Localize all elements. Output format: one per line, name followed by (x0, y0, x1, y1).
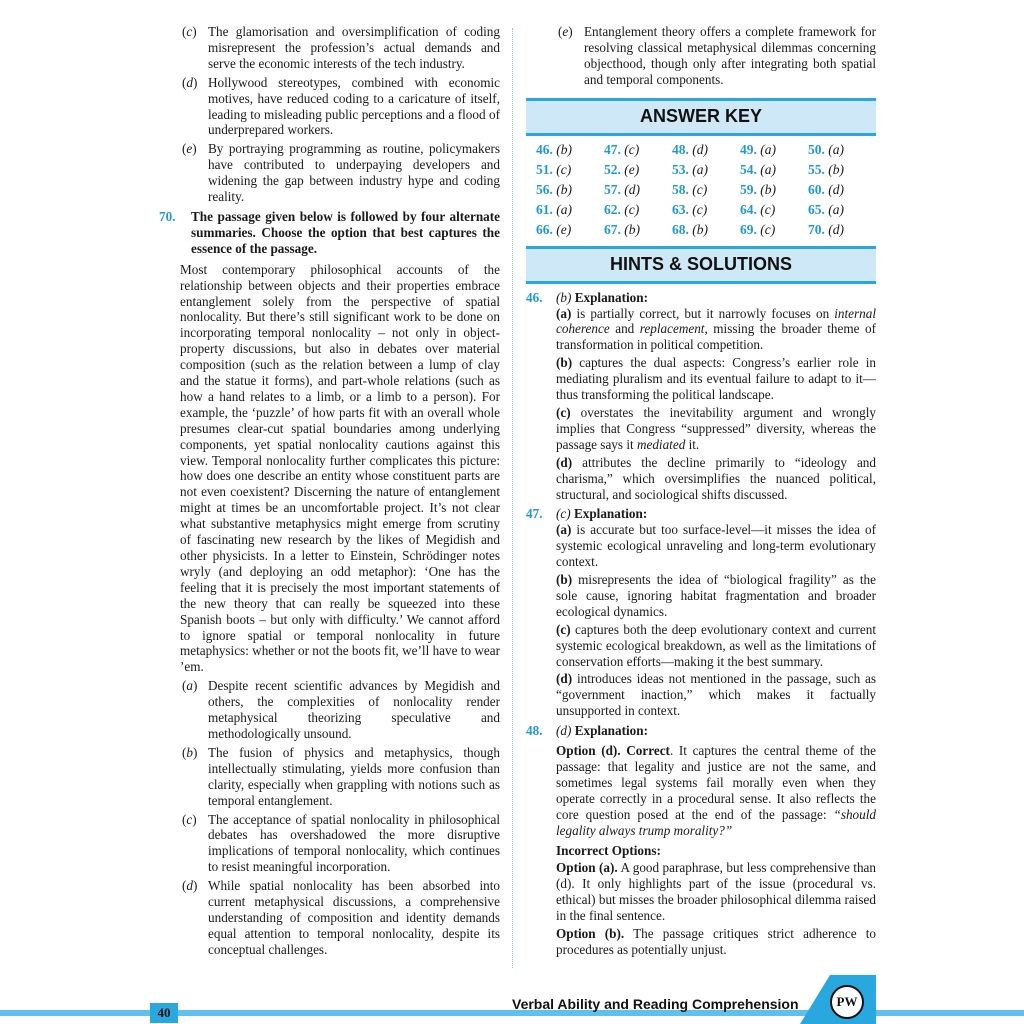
answer-key-item (604, 142, 672, 158)
answer-key-answer: (c) (556, 161, 572, 177)
answer-key-answer: (b) (760, 181, 776, 197)
answer-key-number: 46. (536, 141, 553, 157)
footer-title: Verbal Ability and Reading Comprehension (512, 996, 799, 1012)
answer-key-answer: (b) (692, 221, 708, 237)
answer-key-number: 66. (536, 221, 553, 237)
answer-key-answer: (c) (624, 141, 640, 157)
answer-key-answer: (b) (556, 141, 572, 157)
answer-key-answer: (c) (760, 201, 776, 217)
option-text: The fusion of physics and metaphysics, though intellectually stimulating, yields more confusion than clarity, especially when grappling with notions such as temporal entanglement. (208, 744, 500, 808)
answer-key-item (740, 162, 808, 178)
option-d: (d) Hollywood stereotypes, combined with economic motives, have reduced coding to a caricature of itself, leading to misleading public perceptions and a flood of underprepared workers. (182, 74, 500, 138)
solution-46-b: (b) captures the dual aspects: Congress’s earlier role in mediating pluralism and its eventual failure to adapt to it—thus transforming the political landscape. (556, 355, 876, 403)
solution-46-d: (d) attributes the decline primarily to “ideology and charisma,” which oversimplifies the nuanced political, structural, and sociological shifts discussed. (556, 454, 876, 502)
answer-key-item (740, 222, 808, 238)
option-text: Entanglement theory offers a complete framework for resolving classical metaphysical dilemmas concerning objecthood, though only after integrating both spatial and temporal components. (584, 24, 876, 87)
answer-key-item (672, 182, 740, 198)
solution-47-d: (d) introduces ideas not mentioned in the passage, such as “government inaction,” which makes it factually unsupported in context. (556, 671, 876, 719)
answer-key-number: 52. (604, 161, 621, 177)
answer-key-answer: (c) (760, 221, 776, 237)
option-text: Despite recent scientific advances by Megidish and others, the complexities of nonlocality render metaphysical theorizing speculative and methodologically unsound. (208, 678, 500, 741)
answer-key-number: 55. (808, 161, 825, 177)
answer-key-item (740, 202, 808, 218)
answer-key-number: 61. (536, 201, 553, 217)
answer-key-answer: (a) (828, 141, 844, 157)
answer-key-number: 65. (808, 201, 825, 217)
incorrect-options-heading: Incorrect Options: (556, 842, 661, 858)
solution-number: 47. (526, 506, 543, 522)
answer-key-item (604, 162, 672, 178)
answer-key-item (740, 142, 808, 158)
answer-key-item (672, 162, 740, 178)
answer-key-number: 59. (740, 181, 757, 197)
option-e: (e) By portraying programming as routine, policymakers have contributed to underpaying developers and widening the gap between industry hype and coding reality. (182, 141, 500, 205)
answer-key-item (536, 182, 604, 198)
solution-47-b: (b) misrepresents the idea of “biological fragility” as the sole cause, ignoring habitat fragmentation and broader ecological dynamics. (556, 572, 876, 619)
solution-number: 46. (526, 289, 543, 305)
answer-key-answer: (a) (556, 201, 572, 217)
answer-key-number: 47. (604, 141, 621, 157)
answer-key-number: 48. (672, 141, 689, 157)
answer-key-number: 56. (536, 181, 553, 197)
option-text: While spatial nonlocality has been absorbed into current metaphysical discussions, a comprehensive understanding of composition and identity demands equal attention to temporal nonlocality, despite its conceptual challenges. (208, 878, 500, 957)
answer-key-number: 49. (740, 141, 757, 157)
answer-key-answer: (b) (624, 221, 640, 237)
solution-46: 46. (b) Explanation: (526, 289, 648, 305)
answer-key-item (808, 162, 876, 178)
answer-key-answer: (a) (760, 141, 776, 157)
option-text: The glamorisation and oversimplification of coding misrepresent the profession’s actual demands and serve the economic interests of the tech industry. (208, 24, 500, 71)
solution-48-option-d: Option (d). Correct. It captures the central theme of the passage: that legality and justice are not the same, and sometimes legal systems fail morally even when they operate correctly in a procedural sense. It also reflects the core question posed at the end of the passage: “should legality always trump morality?” (556, 743, 876, 838)
solution-47-c: (c) captures both the deep evolutionary context and current systemic ecological breakdown, as well as the limitations of conservation efforts—making it the best summary. (556, 621, 876, 669)
answer-key-item (808, 202, 876, 218)
answer-key-answer: (e) (624, 161, 640, 177)
answer-key-number: 64. (740, 201, 757, 217)
solution-47-a: (a) is accurate but too surface-level—it misses the idea of systemic ecological unraveling and long-term evolutionary context. (556, 522, 876, 570)
left-column (148, 24, 500, 961)
summary-option-c: (c) The acceptance of spatial nonlocality in philosophical debates has overshadowed the more disruptive implications of temporal nonlocality, which continues to resist meaningful incorporation. (182, 811, 500, 875)
option-text: Hollywood stereotypes, combined with economic motives, have reduced coding to a caricature of itself, leading to misleading public perceptions and a flood of underprepared workers. (208, 74, 500, 138)
answer-key-answer: (b) (556, 181, 572, 197)
footer-accent-triangle (800, 975, 830, 1024)
answer-key-number: 67. (604, 221, 621, 237)
summary-option-b: (b) The fusion of physics and metaphysics, though intellectually stimulating, yields more confusion than clarity, especially when grappling with notions such as temporal entanglement. (182, 744, 500, 808)
answer-key-answer: (d) (828, 221, 844, 237)
answer-key-number: 51. (536, 161, 553, 177)
answer-key-grid (526, 142, 876, 238)
solution-46-a: (a) is partially correct, but it narrowly focuses on internal coherence and replacement, missing the broader theme of transformation in political competition. (556, 305, 876, 353)
option-text: By portraying programming as routine, policymakers have contributed to underpaying developers and widening the gap between industry hype and coding reality. (208, 141, 500, 205)
answer-key-answer: (a) (692, 161, 708, 177)
answer-key-item (672, 202, 740, 218)
answer-key-item (604, 202, 672, 218)
answer-key-number: 70. (808, 221, 825, 237)
solution-48: 48. (d) Explanation: (526, 723, 648, 739)
solution-number: 48. (526, 723, 543, 739)
hints-banner (526, 246, 876, 284)
solution-48-option-a: Option (a). A good paraphrase, but less comprehensive than (d). It only highlights part of the issue (procedural vs. ethical) but misses the broader philosophical dilemma raised in the final sentence. (556, 860, 876, 924)
answer-key-item (536, 222, 604, 238)
hints-title: HINTS & SOLUTIONS (609, 253, 792, 274)
answer-key-item (808, 182, 876, 198)
answer-key-number: 63. (672, 201, 689, 217)
answer-key-number: 68. (672, 221, 689, 237)
answer-key-answer: (a) (828, 201, 844, 217)
answer-key-number: 54. (740, 161, 757, 177)
answer-key-item (808, 142, 876, 158)
answer-key-title: ANSWER KEY (639, 105, 762, 126)
solution-47: 47. (c) Explanation: (526, 506, 648, 522)
answer-key-item (536, 142, 604, 158)
option-e-continued: (e) Entanglement theory offers a complete framework for resolving classical metaphysical dilemmas concerning objecthood, though only after integrating both spatial and temporal components. (558, 24, 876, 87)
answer-key-item (604, 222, 672, 238)
summary-option-a: (a) Despite recent scientific advances by Megidish and others, the complexities of nonlocality render metaphysical theorizing speculative and methodologically unsound. (182, 678, 500, 741)
answer-key-answer: (c) (692, 201, 708, 217)
answer-key-number: 53. (672, 161, 689, 177)
answer-key-answer: (e) (556, 221, 572, 237)
answer-key-answer: (d) (692, 141, 708, 157)
answer-key-item (604, 182, 672, 198)
option-text: The acceptance of spatial nonlocality in philosophical debates has overshadowed the more disruptive implications of temporal nonlocality, which continues to resist meaningful incorporation. (208, 811, 500, 875)
column-divider (512, 28, 513, 968)
right-column (526, 24, 876, 960)
answer-key-answer: (c) (692, 181, 708, 197)
answer-key-answer: (a) (760, 161, 776, 177)
question-number: 70. (159, 208, 176, 224)
answer-key-answer: (d) (624, 181, 640, 197)
answer-key-item (536, 202, 604, 218)
answer-key-number: 50. (808, 141, 825, 157)
answer-key-item (536, 162, 604, 178)
answer-key-number: 60. (808, 181, 825, 197)
passage-text: Most contemporary philosophical accounts of the relationship between objects and their properties embrace entanglement solely from the perspective of spatial nonlocality. But there’s still significant work to be done on incorporating temporal nonlocality – not only in object-property discussions, but also in debates over material composition (such as the relation between a lump of clay and the statue it forms), and part-whole relations (such as how a hand relates to a limb, or a limb to a person). For example, the ‘puzzle’ of how parts fit with an overall whole presumes clear-cut spatial boundaries among underlying components, yet spatial nonlocality cautions against this view. Temporal nonlocality further complicates this picture: how does one describe an entity whose constituent parts are not even coexistent? Discerning the nature of entanglement might at times be an uncomfortable project. It’s not clear what substantive metaphysics might emerge from scrutiny of fascinating new research by the likes of Megidish and other physicists. In a letter to Einstein, Schrödinger notes wryly (and deploying an odd metaphor): ‘One has the feeling that it is precisely the most important statements of the new theory that can really be squeezed into these Spanish boots – but only with difficulty.’ We cannot afford to ignore spatial or temporal nonlocality in future metaphysics: whether or not the boots fit, we’ll have to wear ’em. (180, 261, 500, 675)
question-70 (159, 208, 500, 257)
answer-key-banner (526, 98, 876, 136)
question-prompt: The passage given below is followed by four alternate summaries. Choose the option that best captures the essence of the passage. (191, 208, 500, 256)
pw-logo-icon: PW (830, 985, 864, 1019)
solution-48-option-b: Option (b). The passage critiques strict adherence to procedures as potentially unjust. (556, 926, 876, 957)
answer-key-number: 69. (740, 221, 757, 237)
answer-key-answer: (c) (624, 201, 640, 217)
answer-key-item (672, 142, 740, 158)
page-number: 40 (157, 1005, 171, 1020)
answer-key-number: 57. (604, 181, 621, 197)
answer-key-answer: (b) (828, 161, 844, 177)
answer-key-item (740, 182, 808, 198)
answer-key-answer: (d) (828, 181, 844, 197)
answer-key-item (808, 222, 876, 238)
answer-key-item (672, 222, 740, 238)
answer-key-number: 58. (672, 181, 689, 197)
solution-46-c: (c) overstates the inevitability argument and wrongly implies that Congress “suppressed” diversity, whereas the passage says it mediated it. (556, 404, 876, 452)
summary-option-d: (d) While spatial nonlocality has been absorbed into current metaphysical discussions, a comprehensive understanding of composition and identity demands equal attention to temporal nonlocality, despite its conceptual challenges. (182, 878, 500, 957)
answer-key-number: 62. (604, 201, 621, 217)
option-c: (c) The glamorisation and oversimplification of coding misrepresent the profession’s actual demands and serve the economic interests of the tech industry. (182, 24, 500, 71)
